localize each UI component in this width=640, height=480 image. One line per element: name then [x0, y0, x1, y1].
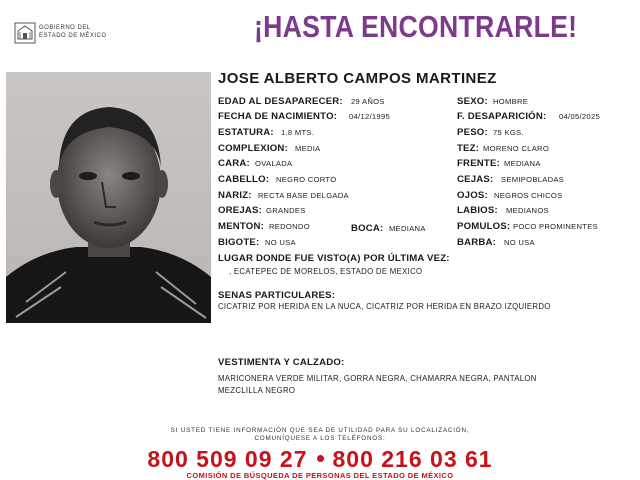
- clothing-value-line1: MARICONERA VERDE MILITAR, GORRA NEGRA, CHAMARRA NEGRA, PANTALON: [218, 374, 537, 383]
- field-boca: [351, 223, 426, 234]
- field-label: LABIOS:: [457, 205, 498, 216]
- person-name: JOSE ALBERTO CAMPOS MARTINEZ: [218, 70, 497, 87]
- field-value: 1.8 MTS.: [281, 128, 315, 137]
- field-cara: [218, 158, 293, 169]
- field-edad: [218, 96, 385, 107]
- field-value: MORENO CLARO: [483, 144, 550, 153]
- last-seen-value: , ECATEPEC DE MORELOS, ESTADO DE MEXICO: [229, 267, 423, 276]
- field-sexo: [457, 96, 529, 107]
- field-value: SEMIPOBLADAS: [501, 175, 565, 184]
- field-label: CEJAS:: [457, 174, 494, 185]
- field-label: CARA:: [218, 158, 250, 169]
- commission-name: COMISIÓN DE BÚSQUEDA DE PERSONAS DEL ESTADO DE MÉXICO: [186, 471, 454, 480]
- field-pomulos: [457, 221, 598, 232]
- field-label: ESTATURA:: [218, 127, 274, 138]
- field-value: RECTA BASE DELGADA: [258, 191, 349, 200]
- marks-label: SENAS PARTICULARES:: [218, 290, 336, 301]
- field-value: REDONDO: [269, 222, 310, 231]
- field-value: NO USA: [504, 238, 535, 247]
- field-value: NEGRO CORTO: [276, 175, 337, 184]
- field-label: MENTON:: [218, 221, 264, 232]
- field-estatura: [218, 127, 315, 138]
- contact-text-line2: COMUNÍQUESE A LOS TELÉFONOS:: [254, 435, 386, 442]
- field-menton: [218, 221, 310, 232]
- field-value: POCO PROMINENTES: [513, 222, 598, 231]
- phone-1[interactable]: 800 509 09 27: [147, 446, 308, 472]
- field-labios: [457, 205, 549, 216]
- field-label: COMPLEXION:: [218, 143, 288, 154]
- field-label: FECHA DE NACIMIENTO:: [218, 111, 338, 122]
- field-fecha-desaparicion: [457, 111, 601, 122]
- field-tez: [457, 143, 550, 154]
- bullet-icon: [317, 455, 324, 462]
- field-label: EDAD AL DESAPARECER:: [218, 96, 343, 107]
- field-nariz: [218, 190, 349, 201]
- phone-2[interactable]: 800 216 03 61: [332, 446, 493, 472]
- field-label: BIGOTE:: [218, 237, 260, 248]
- government-label-line2: ESTADO DE MÉXICO: [39, 33, 107, 39]
- field-label: POMULOS:: [457, 221, 511, 232]
- field-bigote: [218, 237, 296, 248]
- field-label: NARIZ:: [218, 190, 252, 201]
- field-label: TEZ:: [457, 143, 480, 154]
- phone-numbers: [0, 446, 640, 473]
- government-label-line1: GOBIERNO DEL: [39, 25, 91, 31]
- field-value: 04/05/2025: [559, 112, 601, 121]
- marks-value: CICATRIZ POR HERIDA EN LA NUCA, CICATRIZ POR HERIDA EN BRAZO IZQUIERDO: [218, 302, 551, 311]
- field-label: CABELLO:: [218, 174, 270, 185]
- clothing-value-line2: MEZCLILLA NEGRO: [218, 386, 296, 395]
- field-label: BARBA:: [457, 237, 497, 248]
- field-label: BOCA:: [351, 223, 384, 234]
- field-cejas: [457, 174, 565, 185]
- field-label: OJOS:: [457, 190, 488, 201]
- field-label: OREJAS:: [218, 205, 263, 216]
- field-label: F. DESAPARICIÓN:: [457, 111, 547, 122]
- field-value: GRANDES: [266, 206, 306, 215]
- field-fecha-nacimiento: [218, 111, 391, 122]
- field-value: 04/12/1995: [349, 112, 391, 121]
- field-value: MEDIANOS: [506, 206, 549, 215]
- last-seen-label: LUGAR DONDE FUE VISTO(A) POR ÚLTIMA VEZ:: [218, 253, 450, 264]
- field-value: MEDIA: [295, 144, 321, 153]
- field-value: NEGROS CHICOS: [494, 191, 563, 200]
- field-label: PESO:: [457, 127, 488, 138]
- person-photo: [6, 72, 211, 323]
- field-frente: [457, 158, 541, 169]
- field-ojos: [457, 190, 563, 201]
- headline: ¡HASTA ENCONTRARLE!: [254, 9, 578, 44]
- state-logo-icon: [14, 22, 36, 44]
- field-value: HOMBRE: [493, 97, 529, 106]
- field-cabello: [218, 174, 337, 185]
- field-value: OVALADA: [255, 159, 293, 168]
- clothing-label: VESTIMENTA Y CALZADO:: [218, 357, 345, 368]
- field-barba: [457, 237, 535, 248]
- field-complexion: [218, 143, 321, 154]
- field-value: 29 AÑOS: [351, 97, 385, 106]
- field-value: NO USA: [265, 238, 296, 247]
- field-value: 75 KGS.: [493, 128, 524, 137]
- field-label: SEXO:: [457, 96, 488, 107]
- field-peso: [457, 127, 524, 138]
- contact-text-line1: SI USTED TIENE INFORMACIÓN QUE SEA DE UTILIDAD PARA SU LOCALIZACIÓN,: [170, 427, 470, 434]
- field-orejas: [218, 205, 306, 216]
- field-value: MEDIANA: [504, 159, 541, 168]
- field-label: FRENTE:: [457, 158, 500, 169]
- field-value: MEDIANA: [389, 224, 426, 233]
